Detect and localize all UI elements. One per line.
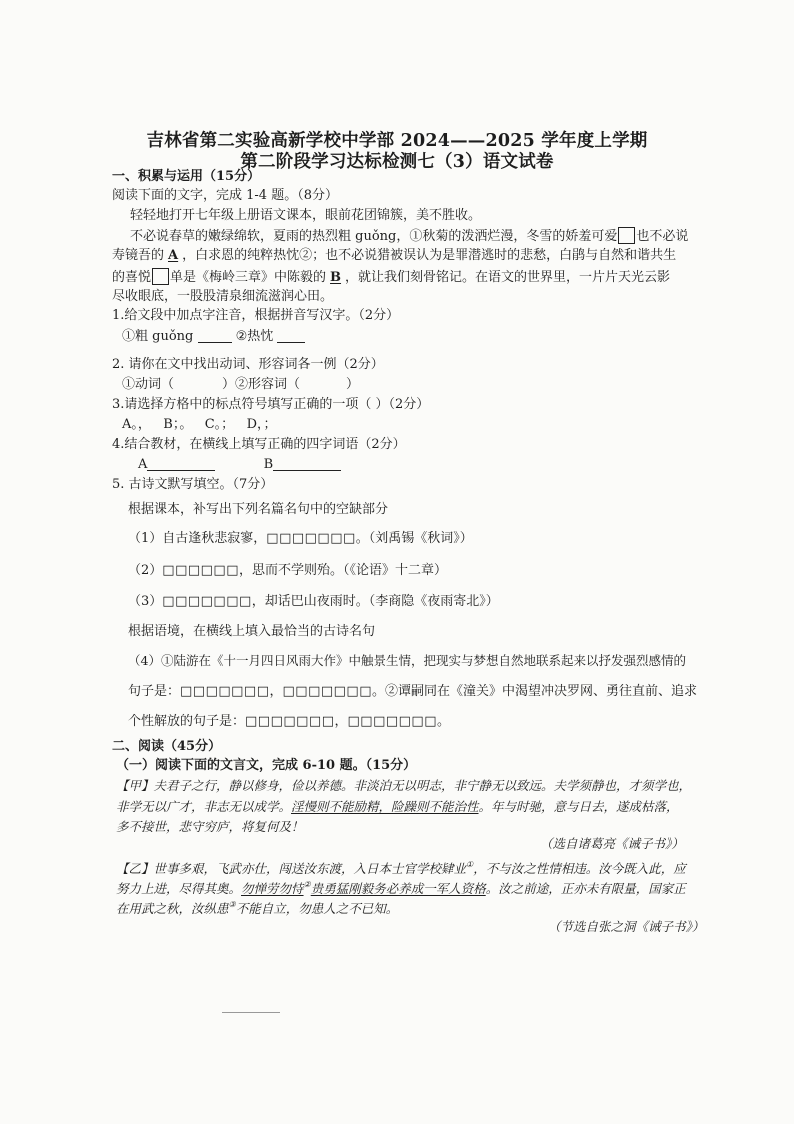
answer-squares[interactable]: □□□□□□□ bbox=[245, 714, 335, 729]
passage-yi-line-2 bbox=[116, 876, 686, 898]
passage-jia-source: （选自诸葛亮《诫子书》） bbox=[540, 836, 684, 851]
passage-text: 努力上进，尽得其奥。 bbox=[116, 881, 242, 896]
section2-heading: 二、阅读（45分） bbox=[112, 739, 222, 754]
question-2: 2. 请你在文中找出动词、形容词各一例（2分） bbox=[112, 357, 384, 372]
underlined-sentence: 贵勇猛刚毅务必养成一军人资格 bbox=[310, 881, 486, 896]
passage-text: ，就让我们刻骨铭记。在语文的世界里，一片片天光云影 bbox=[345, 270, 671, 285]
question-4: 4.结合教材，在横线上填写正确的四字词语（2分） bbox=[112, 437, 406, 452]
section1-heading: 一、积累与运用（15分） bbox=[112, 169, 261, 184]
passage-line-5: 尽收眼底，一股股清泉细流滋润心田。 bbox=[112, 289, 334, 304]
poem-item-4-line-1: （4）①陆游在《十一月四日风雨大作》中触景生情，把现实与梦想自然地联系起来以抒发强烈感情的 bbox=[128, 653, 686, 668]
q1-item-b: ②热忱 bbox=[235, 329, 274, 344]
passage-text: 不能自立，勿患人之不已知。 bbox=[235, 901, 399, 916]
poem-text: 。②谭嗣同在《潼关》中渴望冲决罗网、勇往直前、追求 bbox=[372, 684, 698, 699]
underlined-sentence: 淫慢则不能励精，险躁则不能治性 bbox=[291, 799, 479, 814]
question-4-blanks bbox=[138, 456, 341, 474]
answer-squares[interactable]: □□□□□□□ bbox=[162, 594, 252, 609]
answer-squares[interactable]: □□□□□□□ bbox=[180, 684, 270, 699]
q4-answer-blank-a[interactable] bbox=[147, 456, 215, 471]
q2-adjective-label: ）②形容词（ bbox=[222, 377, 301, 392]
poem-number: （3） bbox=[128, 594, 163, 609]
poem-number: （2） bbox=[128, 563, 163, 578]
passage-text: 的喜悦 bbox=[112, 270, 152, 285]
poem-text: ，思而不学则殆。（《论语》十二章） bbox=[238, 563, 447, 578]
passage-line-1: 轻轻地打开七年级上册语文课本，眼前花团锦簇，美不胜收。 bbox=[130, 208, 482, 223]
poem-item-2 bbox=[128, 562, 447, 580]
passage-line-3 bbox=[112, 247, 676, 265]
question-1-items bbox=[122, 328, 305, 346]
passage-jia-line-3: 多不接世，悲守穷庐，将复何及！ bbox=[116, 819, 304, 834]
poem-source: 。（刘禹锡《秋词》） bbox=[355, 531, 473, 546]
q4-label-b: B bbox=[263, 457, 274, 472]
q1-item-a: ①粗 guǒng bbox=[122, 329, 194, 344]
footnote-marker: ② bbox=[303, 880, 311, 889]
footnote-marker: ① bbox=[466, 860, 474, 869]
question-2-items bbox=[122, 376, 359, 394]
context-instruction: 根据语境，在横线上填入最恰当的古诗名句 bbox=[128, 624, 376, 639]
underlined-sentence: 勿惮劳勿恃 bbox=[241, 881, 304, 896]
passage-jia-line-2 bbox=[116, 798, 679, 816]
punctuation-box-1 bbox=[618, 227, 635, 244]
q2-close-paren: ） bbox=[346, 377, 360, 392]
passage-text: 非学无以广才，非志无以成学。 bbox=[116, 799, 292, 814]
passage-jia-line-1: 【甲】夫君子之行，静以修身，俭以养德。非淡泊无以明志，非宁静无以致远。夫学须静也，才须学也， bbox=[116, 778, 692, 793]
exam-title-line1: 吉林省第二实验高新学校中学部 2024——2025 学年度上学期 bbox=[146, 131, 648, 151]
reading-subsection-1: （一）阅读下面的文言文，完成 6-10 题。（15分） bbox=[116, 758, 417, 773]
poem-text: 个性解放的句子是： bbox=[128, 714, 246, 729]
passage-text: ，白求恩的纯粹热忱②；也不必说猎被误认为是罪潜逃时的悲愁，白鹃与自然和谐共生 bbox=[182, 248, 677, 263]
poem-text: ， bbox=[334, 714, 348, 729]
answer-squares[interactable]: □□□□□□□ bbox=[347, 714, 437, 729]
poem-text: 句子是： bbox=[128, 684, 181, 699]
question-5: 5. 古诗文默写填空。（7分） bbox=[112, 477, 274, 492]
passage-line-2 bbox=[130, 227, 688, 246]
q4-answer-blank-b[interactable] bbox=[273, 456, 341, 471]
poem-item-4-line-3 bbox=[128, 713, 450, 731]
blank-a: A bbox=[168, 248, 179, 263]
passage-text: ，不与汝之性情相违。汝今既入此，应 bbox=[473, 861, 686, 876]
blank-b: B bbox=[330, 270, 342, 285]
question-3: 3.请选择方格中的标点符号填写正确的一项（ ）（2分） bbox=[112, 397, 430, 412]
q2-verb-label: ①动词（ bbox=[122, 377, 175, 392]
poem-text: 。 bbox=[437, 714, 451, 729]
passage-text: 【乙】世事多艰，飞武亦仕，闯送汝东渡，入日本士官学校肄业 bbox=[116, 861, 467, 876]
passage-yi-line-3 bbox=[116, 896, 398, 918]
passage-line-4 bbox=[112, 268, 670, 287]
question-1: 1.给文段中加点字注音，根据拼音写汉字。（2分） bbox=[112, 308, 400, 323]
scan-mark bbox=[222, 1012, 280, 1013]
passage-text: 单是《梅岭三章》中陈毅的 bbox=[170, 270, 327, 285]
passage-text: 。汝之前途，正亦未有限量，国家正 bbox=[485, 881, 686, 896]
poem-item-3 bbox=[128, 593, 499, 611]
footnote-marker: ③ bbox=[228, 900, 236, 909]
passage-yi-line-1 bbox=[116, 856, 686, 878]
answer-squares[interactable]: □□□□□□□ bbox=[266, 531, 356, 546]
q1-answer-blank-a[interactable] bbox=[198, 328, 232, 343]
passage-text: 在用武之秋，汝纵患 bbox=[116, 901, 229, 916]
q4-label-a: A bbox=[138, 457, 148, 472]
passage-yi-source: （节选自张之洞《诫子书》） bbox=[548, 919, 705, 934]
answer-squares[interactable]: □□□□□□ bbox=[162, 563, 239, 578]
passage-text: 也不必说 bbox=[636, 229, 689, 244]
question-3-options: A。， B；。 C。； D，； bbox=[122, 417, 277, 432]
exam-title-line2: 第二阶段学习达标检测七（3）语文试卷 bbox=[240, 152, 554, 172]
question-5-intro: 根据课本，补写出下列名篇名句中的空缺部分 bbox=[128, 502, 389, 517]
reading-instruction: 阅读下面的文字，完成 1-4 题。（8分） bbox=[112, 188, 338, 203]
poem-item-1 bbox=[128, 530, 473, 548]
poem-item-4-line-2 bbox=[128, 683, 697, 701]
passage-text: 。年与时驰，意与日去，遂成枯落， bbox=[478, 799, 679, 814]
poem-text: （1）自古逢秋悲寂寥， bbox=[128, 531, 267, 546]
passage-text: 不必说春草的嫩绿绵软，夏雨的热烈粗 guǒng，①秋菊的泼洒烂漫，冬雪的娇羞可爱 bbox=[130, 229, 618, 244]
poem-text: ， bbox=[269, 684, 283, 699]
q1-answer-blank-b[interactable] bbox=[277, 328, 305, 343]
punctuation-box-2 bbox=[152, 268, 169, 285]
answer-squares[interactable]: □□□□□□□ bbox=[282, 684, 372, 699]
passage-text: 寿镜吾的 bbox=[112, 248, 165, 263]
poem-text: ，却话巴山夜雨时。（李商隐《夜雨寄北》） bbox=[251, 594, 499, 609]
